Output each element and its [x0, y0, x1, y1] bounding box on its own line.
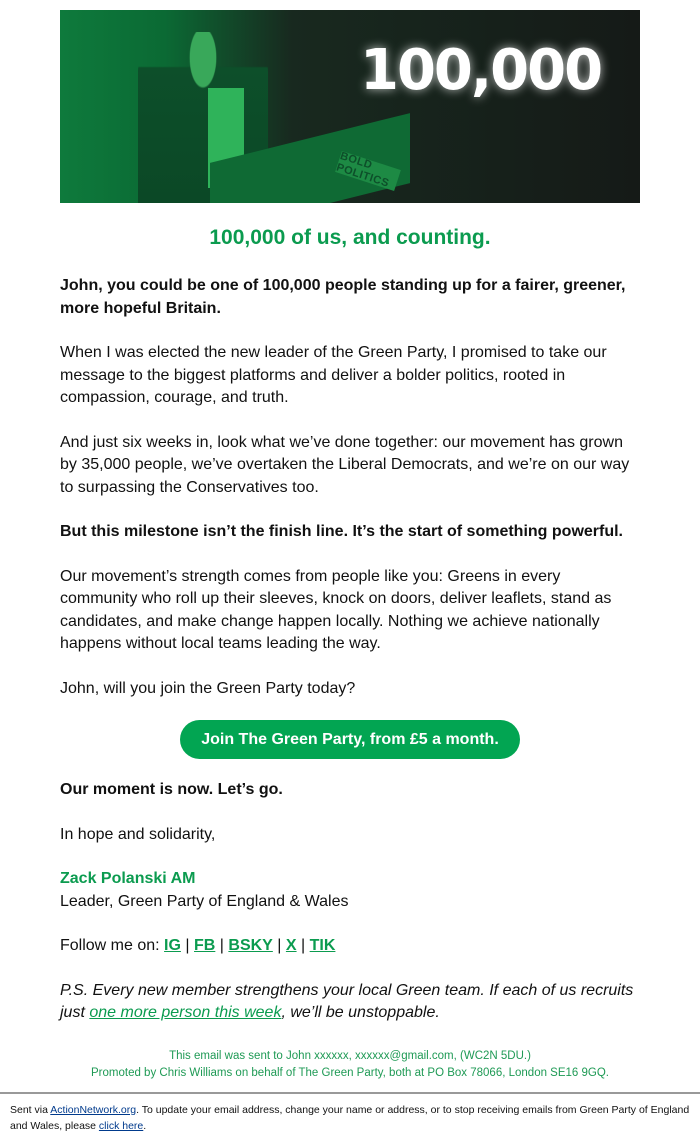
- separator: |: [301, 937, 306, 954]
- intro-bold: John, you could be one of 100,000 people standing up for a fairer, greener, more hopeful Britain.: [60, 277, 626, 317]
- bottom-suffix: .: [143, 1119, 147, 1132]
- join-button[interactable]: Join The Green Party, from £5 a month.: [180, 720, 520, 759]
- signer-name: Zack Polanski AM: [60, 870, 196, 887]
- headline: 100,000 of us, and counting.: [209, 226, 491, 249]
- paragraph-1: When I was elected the new leader of the Green Party, I promised to take our message to the biggest platforms and deliver a bolder politics, rooted in compassion, courage, and truth.: [60, 344, 607, 406]
- link-bluesky[interactable]: BSKY: [228, 937, 273, 954]
- signer-title: Leader, Green Party of England & Wales: [60, 892, 349, 910]
- question-text: John, will you join the Green Party today?: [60, 679, 356, 697]
- signer-block: [60, 868, 640, 913]
- email-body: [60, 10, 640, 1025]
- link-x[interactable]: X: [285, 937, 297, 954]
- bottom-middle: . To update your email address, change your name or address, or to stop receiving emails from Green Party of England and Wales, please: [10, 1104, 690, 1132]
- footer-legal: [0, 1048, 700, 1082]
- recruit-link[interactable]: one more person this week: [89, 1004, 282, 1021]
- link-tiktok[interactable]: TIK: [309, 937, 336, 954]
- promoted-by-text: Promoted by Chris Williams on behalf of The Green Party, both at PO Box 78066, London SE16 9GQ.: [91, 1067, 609, 1079]
- paragraph-2: And just six weeks in, look what we’ve done together: our movement has grown by 35,000 people, we’ve overtaken the Liberal Democrats, and we’re on our way to surpassing the Conservatives too.: [60, 433, 630, 496]
- separator: |: [277, 937, 282, 954]
- intro-text: [60, 275, 640, 320]
- click-here-link[interactable]: click here: [98, 1119, 144, 1132]
- bottom-prefix: Sent via: [10, 1104, 51, 1116]
- moment-bold: Our moment is now. Let’s go.: [60, 781, 283, 798]
- ps-after: , we’ll be unstoppable.: [281, 1004, 440, 1021]
- footer-divider: [0, 1092, 700, 1094]
- actionnetwork-link[interactable]: ActionNetwork.org: [50, 1104, 137, 1116]
- hero-number: 100,000: [360, 38, 602, 103]
- follow-links: [60, 935, 640, 958]
- ps-before: P.S. Every new member strengthens your local Green team. If each of us recruits just: [60, 981, 634, 1021]
- hero-banner-image: [60, 10, 640, 203]
- sent-to-text: This email was sent to John xxxxxx, xxxxxx@gmail.com, (WC2N 5DU.): [169, 1050, 531, 1062]
- link-facebook[interactable]: FB: [194, 937, 216, 954]
- milestone-text: [60, 521, 640, 544]
- movement-text: Our movement’s strength comes from people like you: Greens in every community who roll up their sleeves, knock on doors, deliver leaflets, stand as candidates, and make change happen locally. Nothing we achieve nationally happens without local teams leading the way.: [60, 567, 612, 652]
- ps-text: [60, 980, 640, 1025]
- milestone-bold: But this milestone isn’t the finish line. It’s the start of something powerful.: [60, 523, 623, 540]
- moment-text: [60, 779, 640, 802]
- separator: |: [185, 937, 190, 954]
- link-instagram[interactable]: IG: [164, 937, 181, 954]
- podium-sign: BOLD POLITICS: [335, 151, 401, 191]
- separator: |: [219, 937, 224, 954]
- unsubscribe-notice: [10, 1103, 690, 1134]
- follow-label: Follow me on:: [60, 937, 160, 954]
- signoff-text: In hope and solidarity,: [60, 825, 216, 843]
